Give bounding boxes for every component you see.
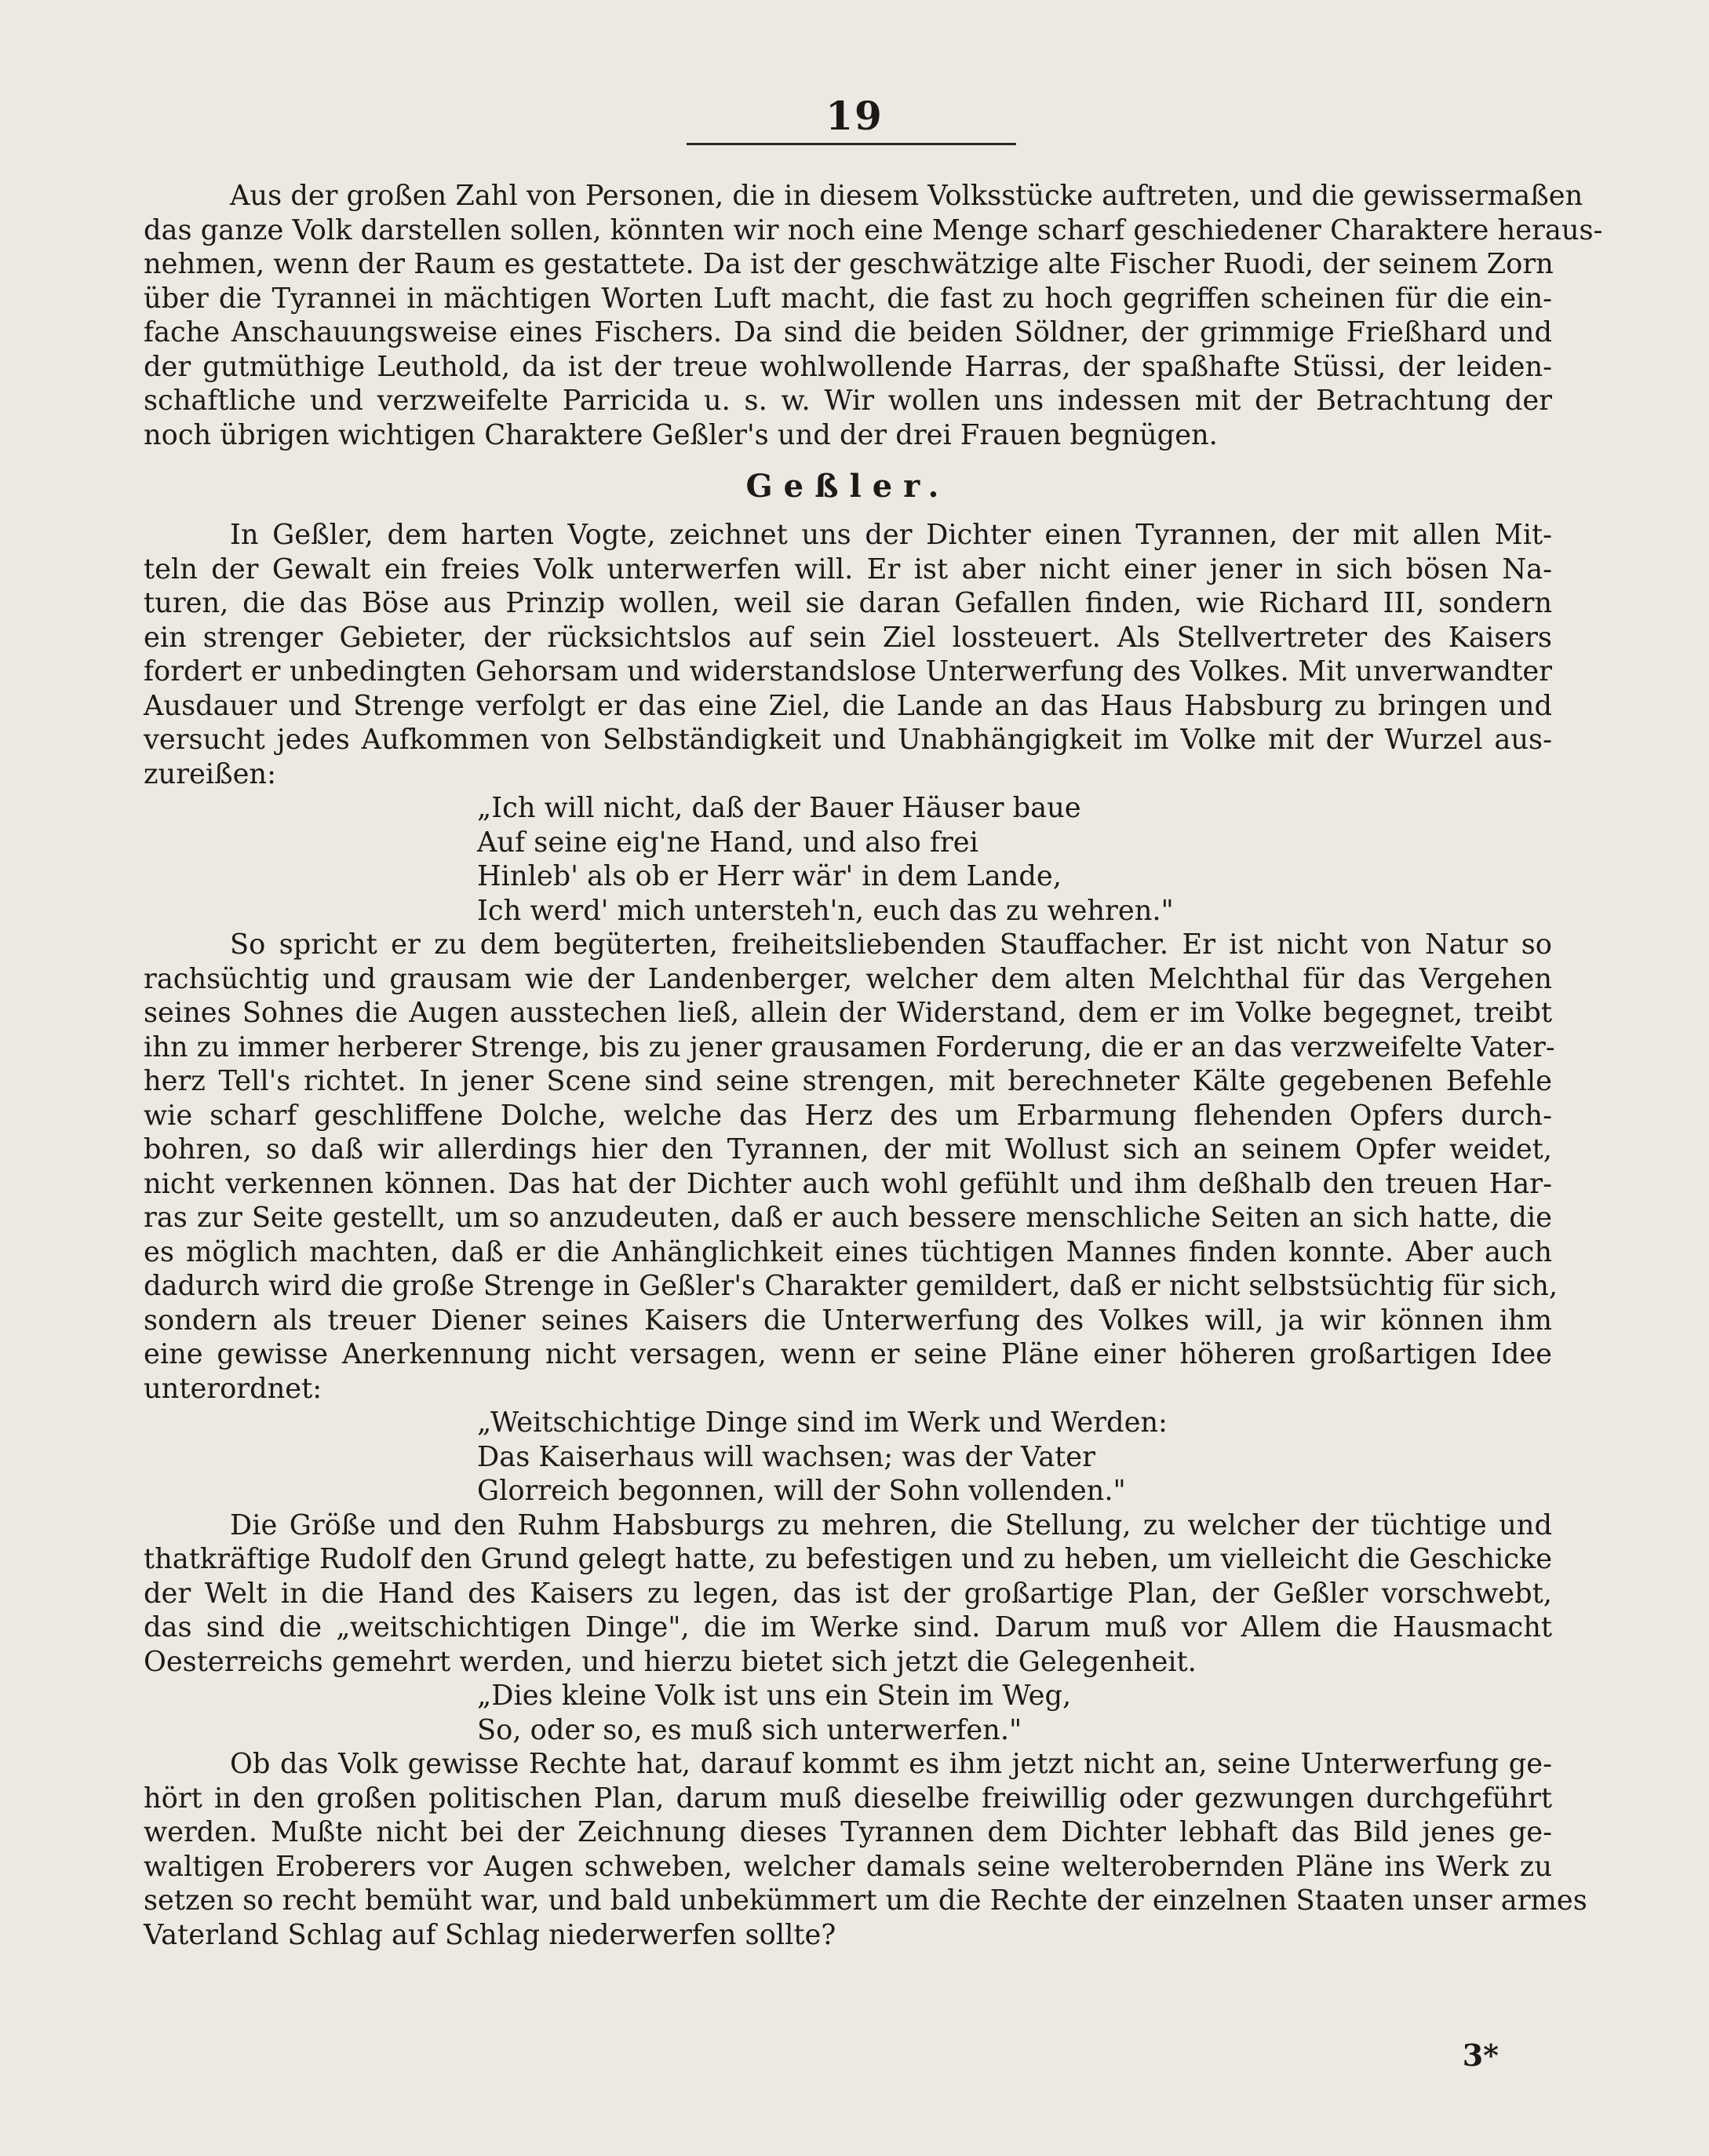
text-line: das ganze Volk darstellen sollen, könnten wir noch eine Menge scharf geschiedener Charaktere heraus- xyxy=(144,213,1603,246)
text-line: Aus der großen Zahl von Personen, die in diesem Volksstücke auftreten, und die gewissermaßen xyxy=(230,180,1583,212)
text-line: zureißen: xyxy=(144,757,276,790)
verse-line: „Ich will nicht, daß der Bauer Häuser baue xyxy=(477,792,1081,824)
text-line: unterordnet: xyxy=(144,1372,322,1405)
verse-line: „Dies kleine Volk ist uns ein Stein im Weg, xyxy=(477,1680,1072,1712)
text-line: bohren, so daß wir allerdings hier den Tyrannen, der mit Wollust sich an seinem Opfer weidet, xyxy=(144,1133,1552,1166)
paragraph-intro xyxy=(144,179,1603,452)
text-line: seines Sohnes die Augen ausstechen ließ, allein der Widerstand, dem er im Volke begegnet, treibt xyxy=(144,997,1552,1029)
paragraph-gessler-intro xyxy=(144,518,1552,791)
text-line: fache Anschauungsweise eines Fischers. Da sind die beiden Söldner, der grimmige Frießhard und xyxy=(144,316,1552,348)
text-line: ras zur Seite gestellt, um so anzudeuten, daß er auch bessere menschliche Seiten an sich hatte, die xyxy=(144,1202,1552,1234)
text-line: der gutmüthige Leuthold, da ist der treue wohlwollende Harras, der spaßhafte Stüssi, der leiden- xyxy=(144,350,1552,383)
signature-mark: 3* xyxy=(1462,2037,1499,2073)
text-line: fordert er unbedingten Gehorsam und widerstandslose Unterwerfung des Volkes. Mit unverwandter xyxy=(144,655,1552,688)
verse-quote xyxy=(144,1679,1552,1747)
text-line: der Welt in die Hand des Kaisers zu legen, das ist der großartige Plan, der Geßler vorschwebt, xyxy=(144,1577,1552,1610)
text-line: rachsüchtig und grausam wie der Landenberger, welcher dem alten Melchthal für das Vergehen xyxy=(144,962,1552,995)
verse-line: Das Kaiserhaus will wachsen; was der Vater xyxy=(477,1440,1095,1473)
text-line: dadurch wird die große Strenge in Geßler's Charakter gemildert, daß er nicht selbstsüchtig für sich, xyxy=(144,1270,1558,1302)
text-line: ein strenger Gebieter, der rücksichtslos auf sein Ziel lossteuert. Als Stellvertreter des Kaisers xyxy=(144,621,1552,654)
text-line: ihn zu immer herberer Strenge, bis zu jener grausamen Forderung, die er an das verzweifelte Vater- xyxy=(144,1031,1555,1063)
paragraph-habsburg xyxy=(144,1508,1552,1680)
verse-line: Glorreich begonnen, will der Sohn vollenden." xyxy=(477,1475,1126,1507)
text-line: herz Tell's richtet. In jener Scene sind seine strengen, mit berechneter Kälte gegebenen Befehle xyxy=(144,1065,1552,1097)
text-line: nicht verkennen können. Das hat der Dichter auch wohl gefühlt und ihm deßhalb den treuen Har- xyxy=(144,1167,1552,1200)
text-line: noch übrigen wichtigen Charaktere Geßler's und der drei Frauen begnügen. xyxy=(144,418,1218,451)
section-heading: Geßler. xyxy=(745,468,950,505)
text-line: thatkräftige Rudolf den Grund gelegt hatte, zu befestigen und zu heben, um vielleicht die Geschicke xyxy=(144,1543,1553,1575)
verse-line: Ich werd' mich untersteh'n, euch das zu wehren." xyxy=(477,894,1174,927)
text-line: Ob das Volk gewisse Rechte hat, darauf kommt es ihm jetzt nicht an, seine Unterwerfung ge- xyxy=(230,1748,1552,1780)
text-line: versucht jedes Aufkommen von Selbständigkeit und Unabhängigkeit im Volke mit der Wurzel aus- xyxy=(144,724,1552,756)
verse-line: Auf seine eig'ne Hand, und also frei xyxy=(477,826,978,859)
header-rule xyxy=(687,143,1016,145)
text-line: über die Tyrannei in mächtigen Worten Luft macht, die fast zu hoch gegriffen scheinen für die ein- xyxy=(144,282,1552,315)
text-line: setzen so recht bemüht war, und bald unbekümmert um die Rechte der einzelnen Staaten unser armes xyxy=(144,1884,1587,1917)
text-line: das sind die „weitschichtigen Dinge", die im Werke sind. Darum muß vor Allem die Hausmacht xyxy=(144,1611,1552,1643)
verse-quote xyxy=(144,1406,1552,1508)
text-line: eine gewisse Anerkennung nicht versagen, wenn er seine Pläne einer höheren großartigen Idee xyxy=(144,1338,1552,1370)
text-line: hört in den großen politischen Plan, darum muß dieselbe freiwillig oder gezwungen durchgeführt xyxy=(144,1782,1552,1815)
page-number: 19 xyxy=(825,93,884,139)
text-line: teln der Gewalt ein freies Volk unterwerfen will. Er ist aber nicht einer jener in sich bösen Na- xyxy=(144,553,1552,586)
text-line: schaftliche und verzweifelte Parricida u. s. w. Wir wollen uns indessen mit der Betrachtung der xyxy=(144,385,1552,417)
text-line: werden. Mußte nicht bei der Zeichnung dieses Tyrannen dem Dichter lebhaft das Bild jenes ge- xyxy=(144,1816,1552,1848)
paragraph-stauffacher xyxy=(144,928,1558,1406)
verse-line: So, oder so, es muß sich unterwerfen." xyxy=(477,1713,1022,1746)
text-line: nehmen, wenn der Raum es gestattete. Da ist der geschwätzige alte Fischer Ruodi, der seinem Zorn xyxy=(144,248,1554,280)
text-line: turen, die das Böse aus Prinzip wollen, weil sie daran Gefallen finden, wie Richard III, sondern xyxy=(144,587,1552,619)
text-line: So spricht er zu dem begüterten, freiheitsliebenden Stauffacher. Er ist nicht von Natur so xyxy=(230,928,1552,961)
verse-line: Hinleb' als ob er Herr wär' in dem Lande, xyxy=(477,860,1062,892)
text-line: Ausdauer und Strenge verfolgt er das eine Ziel, die Lande an das Haus Habsburg zu bringen und xyxy=(144,689,1552,722)
body-text xyxy=(144,179,1603,1952)
text-line: waltigen Eroberers vor Augen schweben, welcher damals seine welterobernden Pläne ins Werk zu xyxy=(144,1850,1552,1883)
text-line: es möglich machten, daß er die Anhänglichkeit eines tüchtigen Mannes finden konnte. Aber auch xyxy=(144,1235,1552,1268)
text-line: wie scharf geschliffene Dolche, welche das Herz des um Erbarmung flehenden Opfers durch- xyxy=(144,1099,1552,1132)
text-line: sondern als treuer Diener seines Kaisers die Unterwerfung des Volkes will, ja wir können ihm xyxy=(144,1304,1552,1337)
verse-quote xyxy=(144,791,1552,928)
paragraph-conclusion xyxy=(144,1747,1587,1952)
text-line: Vaterland Schlag auf Schlag niederwerfen sollte? xyxy=(144,1918,836,1951)
verse-line: „Weitschichtige Dinge sind im Werk und Werden: xyxy=(477,1406,1168,1439)
text-line: Die Größe und den Ruhm Habsburgs zu mehren, die Stellung, zu welcher der tüchtige und xyxy=(230,1508,1552,1541)
text-line: In Geßler, dem harten Vogte, zeichnet uns der Dichter einen Tyrannen, der mit allen Mit- xyxy=(230,519,1552,551)
text-line: Oesterreichs gemehrt werden, und hierzu bietet sich jetzt die Gelegenheit. xyxy=(144,1645,1197,1678)
